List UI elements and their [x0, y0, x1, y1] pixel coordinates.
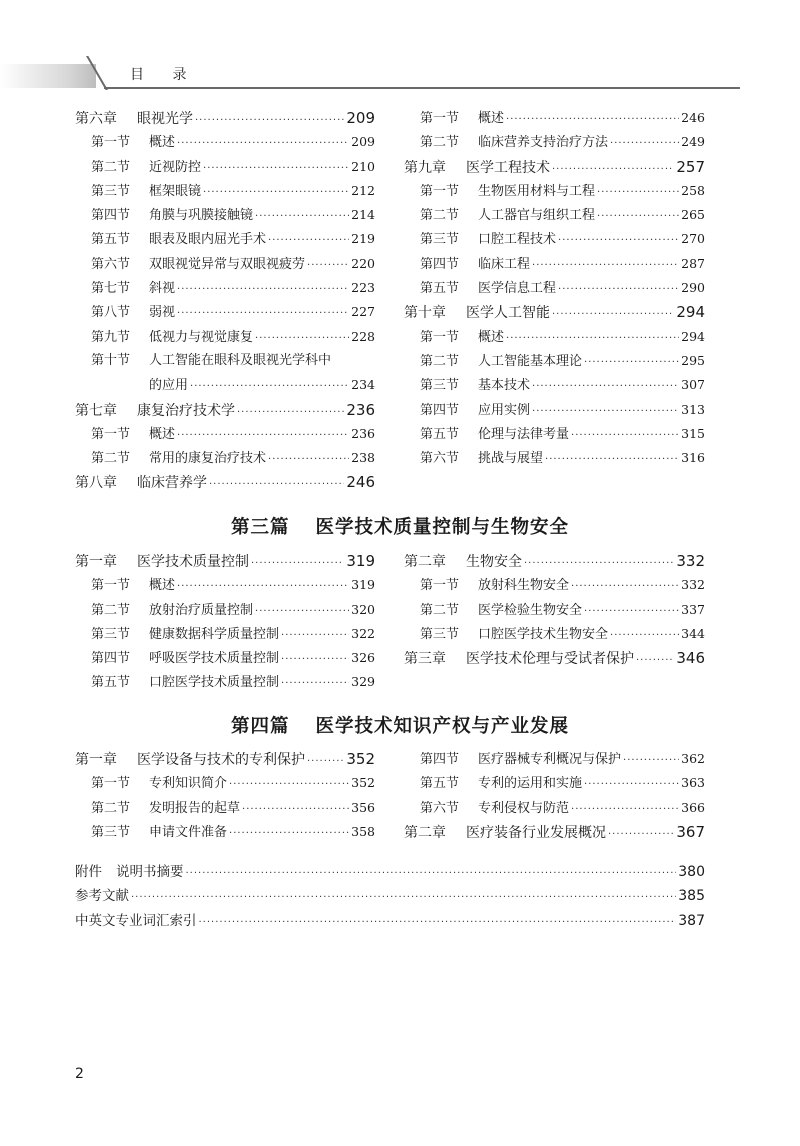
entry-label: 第一节	[91, 776, 131, 792]
entry-page: 316	[681, 450, 705, 466]
toc-section-entry[interactable]	[75, 598, 375, 622]
entry-label: 第四节	[91, 208, 131, 224]
entry-page: 385	[678, 888, 705, 905]
entry-page: 367	[676, 822, 705, 841]
toc-section-entry[interactable]	[404, 325, 705, 349]
entry-title: 医疗器械专利概况与保护	[478, 752, 622, 767]
entry-title: 生物安全	[466, 554, 522, 570]
dot-leader	[532, 254, 679, 278]
entry-title: 康复治疗技术学	[137, 402, 235, 419]
entry-page: 332	[676, 552, 705, 570]
dot-leader	[558, 229, 679, 253]
header-decor-bar	[0, 64, 96, 88]
toc-section-entry[interactable]	[404, 622, 705, 646]
entry-page: 332	[681, 577, 705, 593]
entry-page: 356	[351, 799, 375, 815]
entry-page: 214	[351, 207, 375, 223]
entry-label: 第六节	[420, 451, 460, 467]
entry-label: 第二章	[404, 554, 446, 570]
toc-column-part4-right	[404, 747, 705, 844]
entry-label: 第二节	[420, 135, 460, 151]
entry-page: 236	[346, 400, 375, 419]
entry-page: 227	[351, 304, 375, 320]
toc-section-entry[interactable]	[75, 622, 375, 646]
entry-label: 第八章	[75, 475, 117, 492]
entry-label: 第九章	[404, 159, 446, 176]
dot-leader	[636, 649, 674, 673]
entry-title: 医学检验生物安全	[478, 602, 583, 618]
entry-label: 第四节	[420, 752, 460, 767]
entry-title: 医学人工智能	[466, 305, 550, 322]
entry-label: 第六节	[420, 800, 460, 816]
toc-section-entry[interactable]	[75, 446, 375, 470]
entry-page: 234	[351, 377, 375, 393]
toc-chapter-entry[interactable]	[75, 470, 375, 494]
toc-chapter-entry[interactable]	[404, 646, 705, 670]
entry-page: 326	[351, 650, 375, 666]
part-heading-3	[0, 513, 800, 539]
entry-title: 口腔医学技术质量控制	[149, 675, 280, 691]
dot-leader	[307, 254, 349, 278]
dot-leader	[203, 181, 349, 205]
dot-leader	[229, 773, 349, 797]
entry-page: 236	[351, 425, 375, 441]
entry-title: 医学信息工程	[478, 281, 557, 297]
entry-page: 294	[681, 328, 705, 344]
entry-title: 低视力与视觉康复	[149, 329, 254, 345]
dot-leader	[608, 823, 674, 847]
entry-label: 第三节	[420, 232, 460, 248]
dot-leader	[571, 798, 679, 822]
entry-title: 专利知识简介	[149, 776, 228, 792]
dot-leader	[506, 108, 679, 132]
entry-title: 临床营养学	[137, 475, 207, 492]
toc-section-entry[interactable]	[75, 422, 375, 446]
entry-title: 专利的运用和实施	[478, 776, 583, 792]
entry-page: 337	[681, 601, 705, 617]
dot-leader	[177, 302, 349, 326]
dot-leader	[177, 278, 349, 302]
toc-section-entry[interactable]	[75, 325, 375, 349]
toc-section-entry[interactable]	[404, 130, 705, 154]
entry-page: 366	[681, 799, 705, 815]
entry-title: 中英文专业词汇索引	[75, 912, 197, 929]
entry-page: 246	[681, 110, 705, 125]
toc-entry-index[interactable]	[75, 909, 705, 933]
toc-chapter-entry[interactable]	[75, 106, 375, 130]
entry-page: 219	[351, 231, 375, 247]
toc-chapter-entry[interactable]	[75, 747, 375, 771]
toc-section-entry[interactable]	[75, 820, 375, 844]
entry-title: 角膜与巩膜接触镜	[149, 208, 254, 224]
toc-section-entry[interactable]	[404, 422, 705, 446]
dot-leader	[584, 351, 679, 375]
entry-title: 概述	[478, 111, 505, 126]
entry-page: 223	[351, 280, 375, 296]
entry-label: 第五节	[420, 426, 460, 442]
entry-page: 270	[681, 231, 705, 247]
entry-title: 眼表及眼内屈光手术	[149, 232, 267, 248]
dot-leader	[610, 624, 679, 648]
entry-title: 说明书摘要	[116, 864, 184, 880]
dot-leader	[229, 822, 349, 846]
toc-section-entry[interactable]	[404, 252, 705, 276]
entry-page: 290	[681, 280, 705, 296]
toc-section-entry[interactable]	[404, 747, 705, 771]
entry-label: 第一节	[91, 578, 131, 594]
entry-title: 放射科生物安全	[478, 578, 570, 594]
dot-leader	[177, 424, 349, 448]
toc-chapter-entry[interactable]	[404, 300, 705, 324]
toc-section-entry[interactable]	[75, 646, 375, 670]
dot-leader	[281, 648, 349, 672]
entry-title: 医疗装备行业发展概况	[466, 824, 606, 841]
entry-label: 第五节	[91, 232, 131, 248]
toc-entry-appendix[interactable]	[75, 860, 705, 884]
toc-chapter-entry[interactable]	[75, 398, 375, 422]
entry-title: 双眼视觉异常与双眼视疲劳	[149, 256, 306, 272]
part-heading-4	[0, 712, 800, 738]
dot-leader	[623, 749, 679, 773]
entry-label: 第一节	[420, 183, 460, 199]
dot-leader	[255, 205, 349, 229]
entry-label: 第七章	[75, 402, 117, 419]
toc-section-entry[interactable]	[404, 446, 705, 470]
entry-title: 的应用	[149, 378, 189, 394]
toc-section-entry[interactable]	[404, 349, 705, 373]
entry-page: 210	[351, 158, 375, 174]
dot-leader	[190, 375, 349, 399]
dot-leader	[209, 473, 344, 497]
entry-page: 320	[351, 601, 375, 617]
entry-label: 第五节	[420, 281, 460, 297]
dot-leader	[610, 132, 679, 156]
entry-label: 第三节	[91, 626, 131, 642]
dot-leader	[532, 400, 679, 424]
entry-label: 第二节	[91, 159, 131, 175]
dot-leader	[199, 911, 677, 935]
toc-section-entry[interactable]	[404, 276, 705, 300]
entry-label: 第一节	[91, 135, 131, 151]
entry-label: 第三节	[91, 824, 131, 840]
entry-page: 307	[681, 377, 705, 393]
toc-chapter-entry[interactable]	[404, 820, 705, 844]
dot-leader	[571, 424, 679, 448]
entry-page: 257	[676, 157, 705, 176]
toc-chapter-entry[interactable]	[404, 155, 705, 179]
part-label: 第三篇	[230, 517, 290, 538]
entry-title: 临床营养支持治疗方法	[478, 135, 609, 151]
entry-label: 第一节	[420, 329, 460, 345]
entry-page: 352	[351, 775, 375, 791]
entry-page: 212	[351, 182, 375, 198]
toc-section-entry[interactable]	[75, 373, 375, 397]
entry-label: 第二节	[91, 451, 131, 467]
header-rule	[104, 87, 740, 89]
toc-column-part3-right	[404, 549, 705, 670]
entry-page: 344	[681, 625, 705, 641]
entry-label: 第三节	[91, 183, 131, 199]
entry-label: 第四节	[420, 256, 460, 272]
entry-title: 应用实例	[478, 402, 531, 418]
toc-section-entry[interactable]	[75, 227, 375, 251]
dot-leader	[584, 773, 679, 797]
entry-page: 246	[346, 473, 375, 492]
entry-label: 第一章	[75, 554, 117, 570]
entry-label: 第九节	[91, 329, 131, 345]
entry-label: 第五节	[420, 776, 460, 792]
entry-page: 380	[678, 864, 705, 880]
entry-label: 第五节	[91, 675, 131, 691]
entry-title: 口腔工程技术	[478, 232, 557, 248]
entry-label: 第四节	[420, 402, 460, 418]
toc-section-entry[interactable]	[404, 203, 705, 227]
toc-section-entry[interactable]	[75, 573, 375, 597]
dot-leader	[597, 205, 679, 229]
entry-title: 眼视光学	[137, 111, 193, 127]
entry-label: 第一章	[75, 752, 117, 768]
toc-section-entry[interactable]	[404, 598, 705, 622]
entry-page: 294	[676, 303, 705, 322]
toc-section-entry[interactable]	[404, 106, 705, 130]
dot-leader	[131, 886, 676, 910]
toc-section-entry[interactable]	[75, 796, 375, 820]
entry-label: 第十章	[404, 305, 446, 322]
dot-leader	[177, 575, 349, 599]
entry-page: 228	[351, 328, 375, 344]
entry-title: 医学设备与技术的专利保护	[137, 752, 305, 768]
toc-column-top-left	[75, 106, 375, 495]
entry-label: 第十节	[91, 352, 131, 368]
toc-chapter-entry[interactable]	[75, 549, 375, 573]
entry-page: 329	[351, 674, 375, 690]
entry-page: 319	[351, 577, 375, 593]
entry-title: 申请文件准备	[149, 824, 228, 840]
entry-page: 362	[681, 751, 705, 766]
toc-section-entry[interactable]	[75, 155, 375, 179]
entry-title: 框架眼镜	[149, 183, 202, 199]
toc-section-entry[interactable]	[404, 373, 705, 397]
entry-label: 第一节	[420, 578, 460, 594]
entry-title: 斜视	[149, 281, 176, 297]
entry-title: 呼吸医学技术质量控制	[149, 651, 280, 667]
entry-label: 第三节	[420, 378, 460, 394]
entry-title: 常用的康复治疗技术	[149, 451, 267, 467]
entry-title: 概述	[478, 329, 505, 345]
entry-page: 319	[346, 552, 375, 570]
entry-page: 387	[678, 912, 705, 929]
entry-title: 放射治疗质量控制	[149, 602, 254, 618]
entry-title: 伦理与法律考量	[478, 426, 570, 442]
entry-label: 第四节	[91, 651, 131, 667]
dot-leader	[177, 132, 349, 156]
toc-section-entry[interactable]	[75, 349, 375, 373]
part-label: 第四篇	[230, 716, 290, 737]
toc-section-entry[interactable]	[404, 796, 705, 820]
entry-title: 挑战与展望	[478, 451, 544, 467]
dot-leader	[255, 600, 349, 624]
dot-leader	[597, 181, 679, 205]
dot-leader	[281, 624, 349, 648]
dot-leader	[571, 575, 679, 599]
entry-page: 209	[351, 134, 375, 150]
entry-label: 第三章	[404, 651, 446, 668]
toc-section-entry[interactable]	[75, 670, 375, 694]
toc-entry-references[interactable]	[75, 884, 705, 908]
entry-page: 358	[351, 823, 375, 839]
entry-label: 第六节	[91, 256, 131, 272]
dot-leader	[584, 600, 679, 624]
entry-title: 概述	[149, 135, 176, 151]
entry-label: 第二节	[420, 602, 460, 618]
toc-section-entry[interactable]	[404, 398, 705, 422]
entry-label: 第六章	[75, 111, 117, 127]
toc-section-entry[interactable]	[404, 227, 705, 251]
entry-title: 概述	[149, 426, 176, 442]
entry-title: 健康数据科学质量控制	[149, 626, 280, 642]
entry-title: 基本技术	[478, 378, 531, 394]
part-title: 医学技术质量控制与生物安全	[315, 517, 570, 538]
entry-title: 概述	[149, 578, 176, 594]
dot-leader	[558, 278, 679, 302]
entry-label: 第二节	[420, 208, 460, 224]
entry-page: 238	[351, 450, 375, 466]
dot-leader	[203, 157, 349, 181]
entry-title: 近视防控	[149, 159, 202, 175]
entry-label: 第一节	[91, 426, 131, 442]
entry-page: 265	[681, 207, 705, 223]
entry-title: 医学技术质量控制	[137, 554, 249, 570]
dot-leader	[281, 672, 349, 696]
entry-title: 临床工程	[478, 256, 531, 272]
entry-page: 249	[681, 134, 705, 150]
entry-page: 322	[351, 625, 375, 641]
toc-section-entry[interactable]	[75, 276, 375, 300]
entry-label: 第二节	[420, 353, 460, 369]
toc-column-top-right	[404, 106, 705, 470]
entry-label: 第二章	[404, 824, 446, 841]
dot-leader	[545, 448, 679, 472]
entry-page: 287	[681, 255, 705, 271]
toc-section-entry[interactable]	[75, 179, 375, 203]
toc-section-entry[interactable]	[75, 771, 375, 795]
toc-section-entry[interactable]	[75, 203, 375, 227]
toc-section-entry[interactable]	[75, 252, 375, 276]
dot-leader	[255, 327, 349, 351]
entry-page: 209	[346, 109, 375, 127]
entry-title: 口腔医学技术生物安全	[478, 626, 609, 642]
entry-page: 295	[681, 352, 705, 368]
toc-section-entry[interactable]	[404, 179, 705, 203]
dot-leader	[532, 375, 679, 399]
entry-label: 第七节	[91, 281, 131, 297]
header-title: 目 录	[130, 67, 199, 83]
toc-section-entry[interactable]	[75, 300, 375, 324]
toc-chapter-entry[interactable]	[404, 549, 705, 573]
entry-title: 医学技术伦理与受试者保护	[466, 651, 634, 668]
entry-title: 生物医用材料与工程	[478, 183, 596, 199]
toc-column-part4-left	[75, 747, 375, 844]
entry-page: 352	[346, 750, 375, 768]
toc-section-entry[interactable]	[404, 573, 705, 597]
entry-title: 发明报告的起草	[149, 800, 241, 816]
dot-leader	[268, 448, 349, 472]
entry-title: 医学工程技术	[466, 159, 550, 176]
page-number: 2	[75, 1066, 84, 1082]
entry-label: 附件	[75, 864, 102, 880]
entry-label: 第八节	[91, 305, 131, 321]
entry-title: 人工智能基本理论	[478, 353, 583, 369]
entry-title: 参考文献	[75, 888, 129, 905]
entry-page: 258	[681, 182, 705, 198]
entry-label: 第二节	[91, 800, 131, 816]
toc-column-part3-left	[75, 549, 375, 695]
entry-page: 363	[681, 775, 705, 791]
entry-title: 人工器官与组织工程	[478, 208, 596, 224]
dot-leader	[186, 862, 677, 886]
entry-label: 第一节	[420, 111, 460, 126]
part-title: 医学技术知识产权与产业发展	[315, 716, 570, 737]
toc-section-entry[interactable]	[75, 130, 375, 154]
dot-leader	[242, 798, 349, 822]
entry-label: 第三节	[420, 626, 460, 642]
dot-leader	[268, 229, 349, 253]
toc-section-entry[interactable]	[404, 771, 705, 795]
entry-page: 220	[351, 255, 375, 271]
toc-back-matter	[75, 860, 705, 933]
entry-title: 人工智能在眼科及眼视光学科中	[149, 352, 332, 368]
entry-title: 专利侵权与防范	[478, 800, 570, 816]
entry-title: 弱视	[149, 305, 176, 321]
dot-leader	[506, 327, 679, 351]
entry-page: 346	[676, 649, 705, 668]
entry-label: 第二节	[91, 602, 131, 618]
entry-page: 313	[681, 401, 705, 417]
header-decor-slant	[86, 56, 108, 90]
entry-page: 315	[681, 425, 705, 441]
